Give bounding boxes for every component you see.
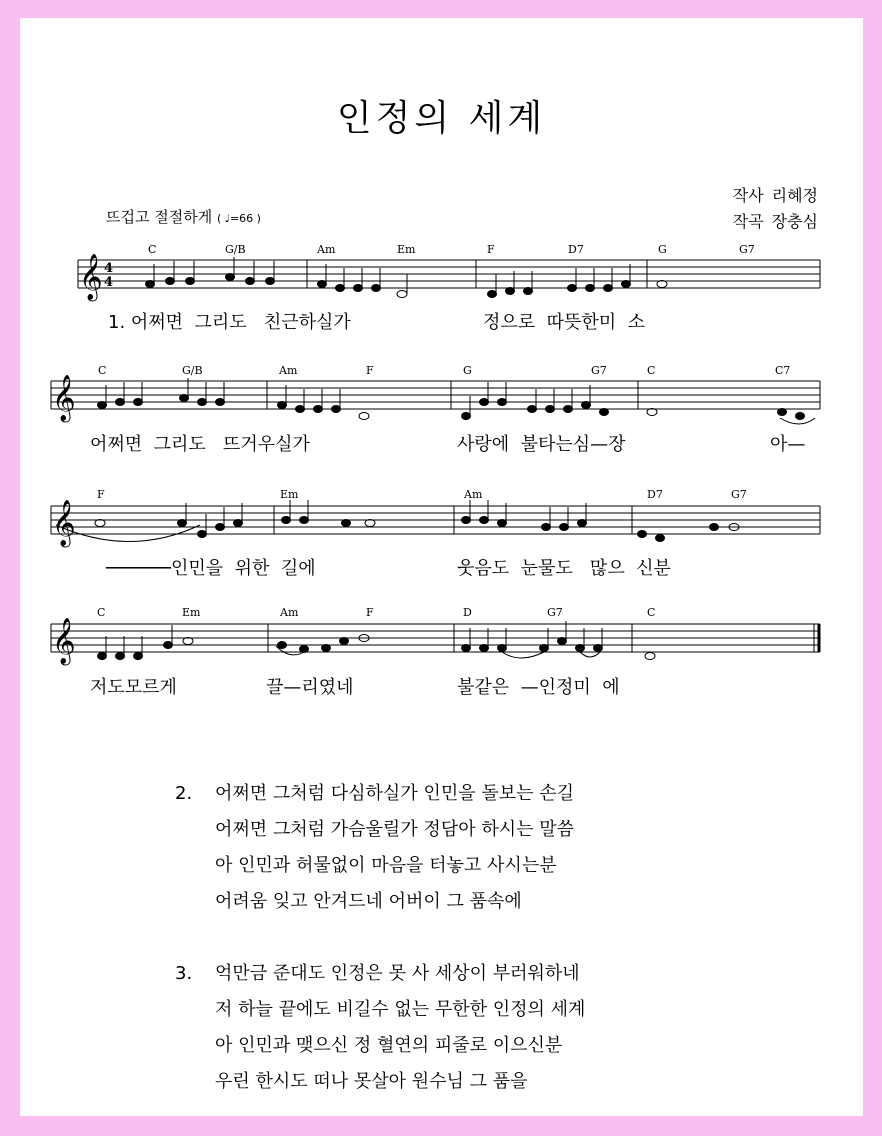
verse-line: 아 인민과 맺으신 정 혈연의 피줄로 이으신분 bbox=[215, 1035, 563, 1056]
staff-system-2 bbox=[51, 381, 820, 409]
time-signature bbox=[104, 261, 113, 290]
lyric-line: 웃음도 눈물도 많으 신분 bbox=[457, 558, 671, 579]
verse-line: 어쩌면 그처럼 다심하실가 인민을 돌보는 손길 bbox=[215, 783, 574, 804]
lyric-line: 저도모르게 bbox=[90, 677, 177, 698]
tempo-text: 뜨겁고 절절하게 bbox=[106, 208, 213, 226]
treble-clef-icon: 𝄞 bbox=[79, 254, 103, 300]
chord-symbol: G7 bbox=[731, 488, 747, 501]
lyric-line: 어쩌면 그리도 뜨거우실가 bbox=[90, 434, 310, 455]
svg-text:4: 4 bbox=[104, 261, 114, 276]
music-score bbox=[20, 18, 863, 718]
chord-symbol: F bbox=[366, 606, 374, 619]
chord-symbol: Am bbox=[317, 243, 336, 256]
chord-symbol: G7 bbox=[547, 606, 563, 619]
lyricist-label: 작사 bbox=[732, 186, 764, 205]
chord-symbol: C bbox=[148, 243, 157, 256]
chord-symbol: F bbox=[97, 488, 105, 501]
sheet-page bbox=[20, 18, 863, 1116]
chord-symbol: Am bbox=[280, 606, 299, 619]
verse-line: 억만금 준대도 인정은 못 사 세상이 부러워하네 bbox=[215, 963, 580, 984]
verse-line: 어쩌면 그처럼 가슴울릴가 정담아 하시는 말씀 bbox=[215, 819, 574, 840]
verse-3 bbox=[175, 956, 585, 1100]
chord-symbol: G/B bbox=[182, 364, 203, 377]
lyric-line: 1. 어쩌면 그리도 친근하실가 bbox=[108, 312, 351, 333]
chord-symbol: G7 bbox=[591, 364, 607, 377]
verse-line: 저 하늘 끝에도 비길수 없는 무한한 인정의 세계 bbox=[215, 999, 586, 1020]
chord-symbol: Em bbox=[397, 243, 416, 256]
lyric-line: 아— bbox=[770, 434, 806, 455]
chord-symbol: D7 bbox=[568, 243, 584, 256]
chord-symbol: C bbox=[647, 364, 656, 377]
verse-2 bbox=[175, 776, 585, 920]
chord-symbol: D bbox=[463, 606, 472, 619]
chord-symbol: F bbox=[366, 364, 374, 377]
chord-symbol: G7 bbox=[739, 243, 755, 256]
chord-symbol: C bbox=[98, 364, 107, 377]
verse-number: 3. bbox=[175, 963, 193, 984]
chord-symbol: Am bbox=[279, 364, 298, 377]
composer-name: 장충심 bbox=[771, 212, 818, 231]
lyric-line: 불같은 —인정미 에 bbox=[457, 677, 620, 698]
verse-line: 아 인민과 허물없이 마음을 터놓고 사시는분 bbox=[215, 855, 557, 876]
lyric-line: 정으로 따뜻한미 소 bbox=[483, 312, 645, 333]
chord-symbol: Am bbox=[464, 488, 483, 501]
chord-symbol: G/B bbox=[225, 243, 246, 256]
verse-line: 어려움 잊고 안겨드네 어버이 그 품속에 bbox=[215, 891, 522, 912]
lyricist-name: 리혜정 bbox=[771, 186, 818, 205]
chord-symbol: G bbox=[658, 243, 667, 256]
lyric-line: 사랑에 불타는심—장 bbox=[457, 434, 626, 455]
treble-clef-icon: 𝄞 bbox=[52, 618, 76, 664]
chord-symbol: Em bbox=[182, 606, 201, 619]
svg-text:4: 4 bbox=[104, 275, 114, 290]
chord-symbol: C7 bbox=[775, 364, 791, 377]
lyric-line: 끌—리였네 bbox=[266, 677, 354, 698]
lyric-line: ──────인민을 위한 길에 bbox=[106, 558, 316, 579]
chord-symbol: D7 bbox=[647, 488, 663, 501]
verse-line: 우린 한시도 떠나 못살아 원수님 그 품을 bbox=[215, 1071, 528, 1092]
chord-symbol: Em bbox=[280, 488, 299, 501]
chord-symbol: F bbox=[487, 243, 495, 256]
chord-symbol: G bbox=[463, 364, 472, 377]
additional-verses bbox=[175, 776, 585, 1136]
composer-label: 작곡 bbox=[732, 212, 764, 231]
staff-system-3 bbox=[51, 506, 820, 534]
treble-clef-icon: 𝄞 bbox=[52, 375, 76, 421]
verse-number: 2. bbox=[175, 783, 193, 804]
song-title: 인정의 세계 bbox=[336, 98, 547, 139]
metronome-mark: ( ♩=66 ) bbox=[216, 212, 261, 225]
chord-symbol: C bbox=[97, 606, 106, 619]
treble-clef-icon: 𝄞 bbox=[52, 500, 76, 546]
chord-symbol: C bbox=[647, 606, 656, 619]
